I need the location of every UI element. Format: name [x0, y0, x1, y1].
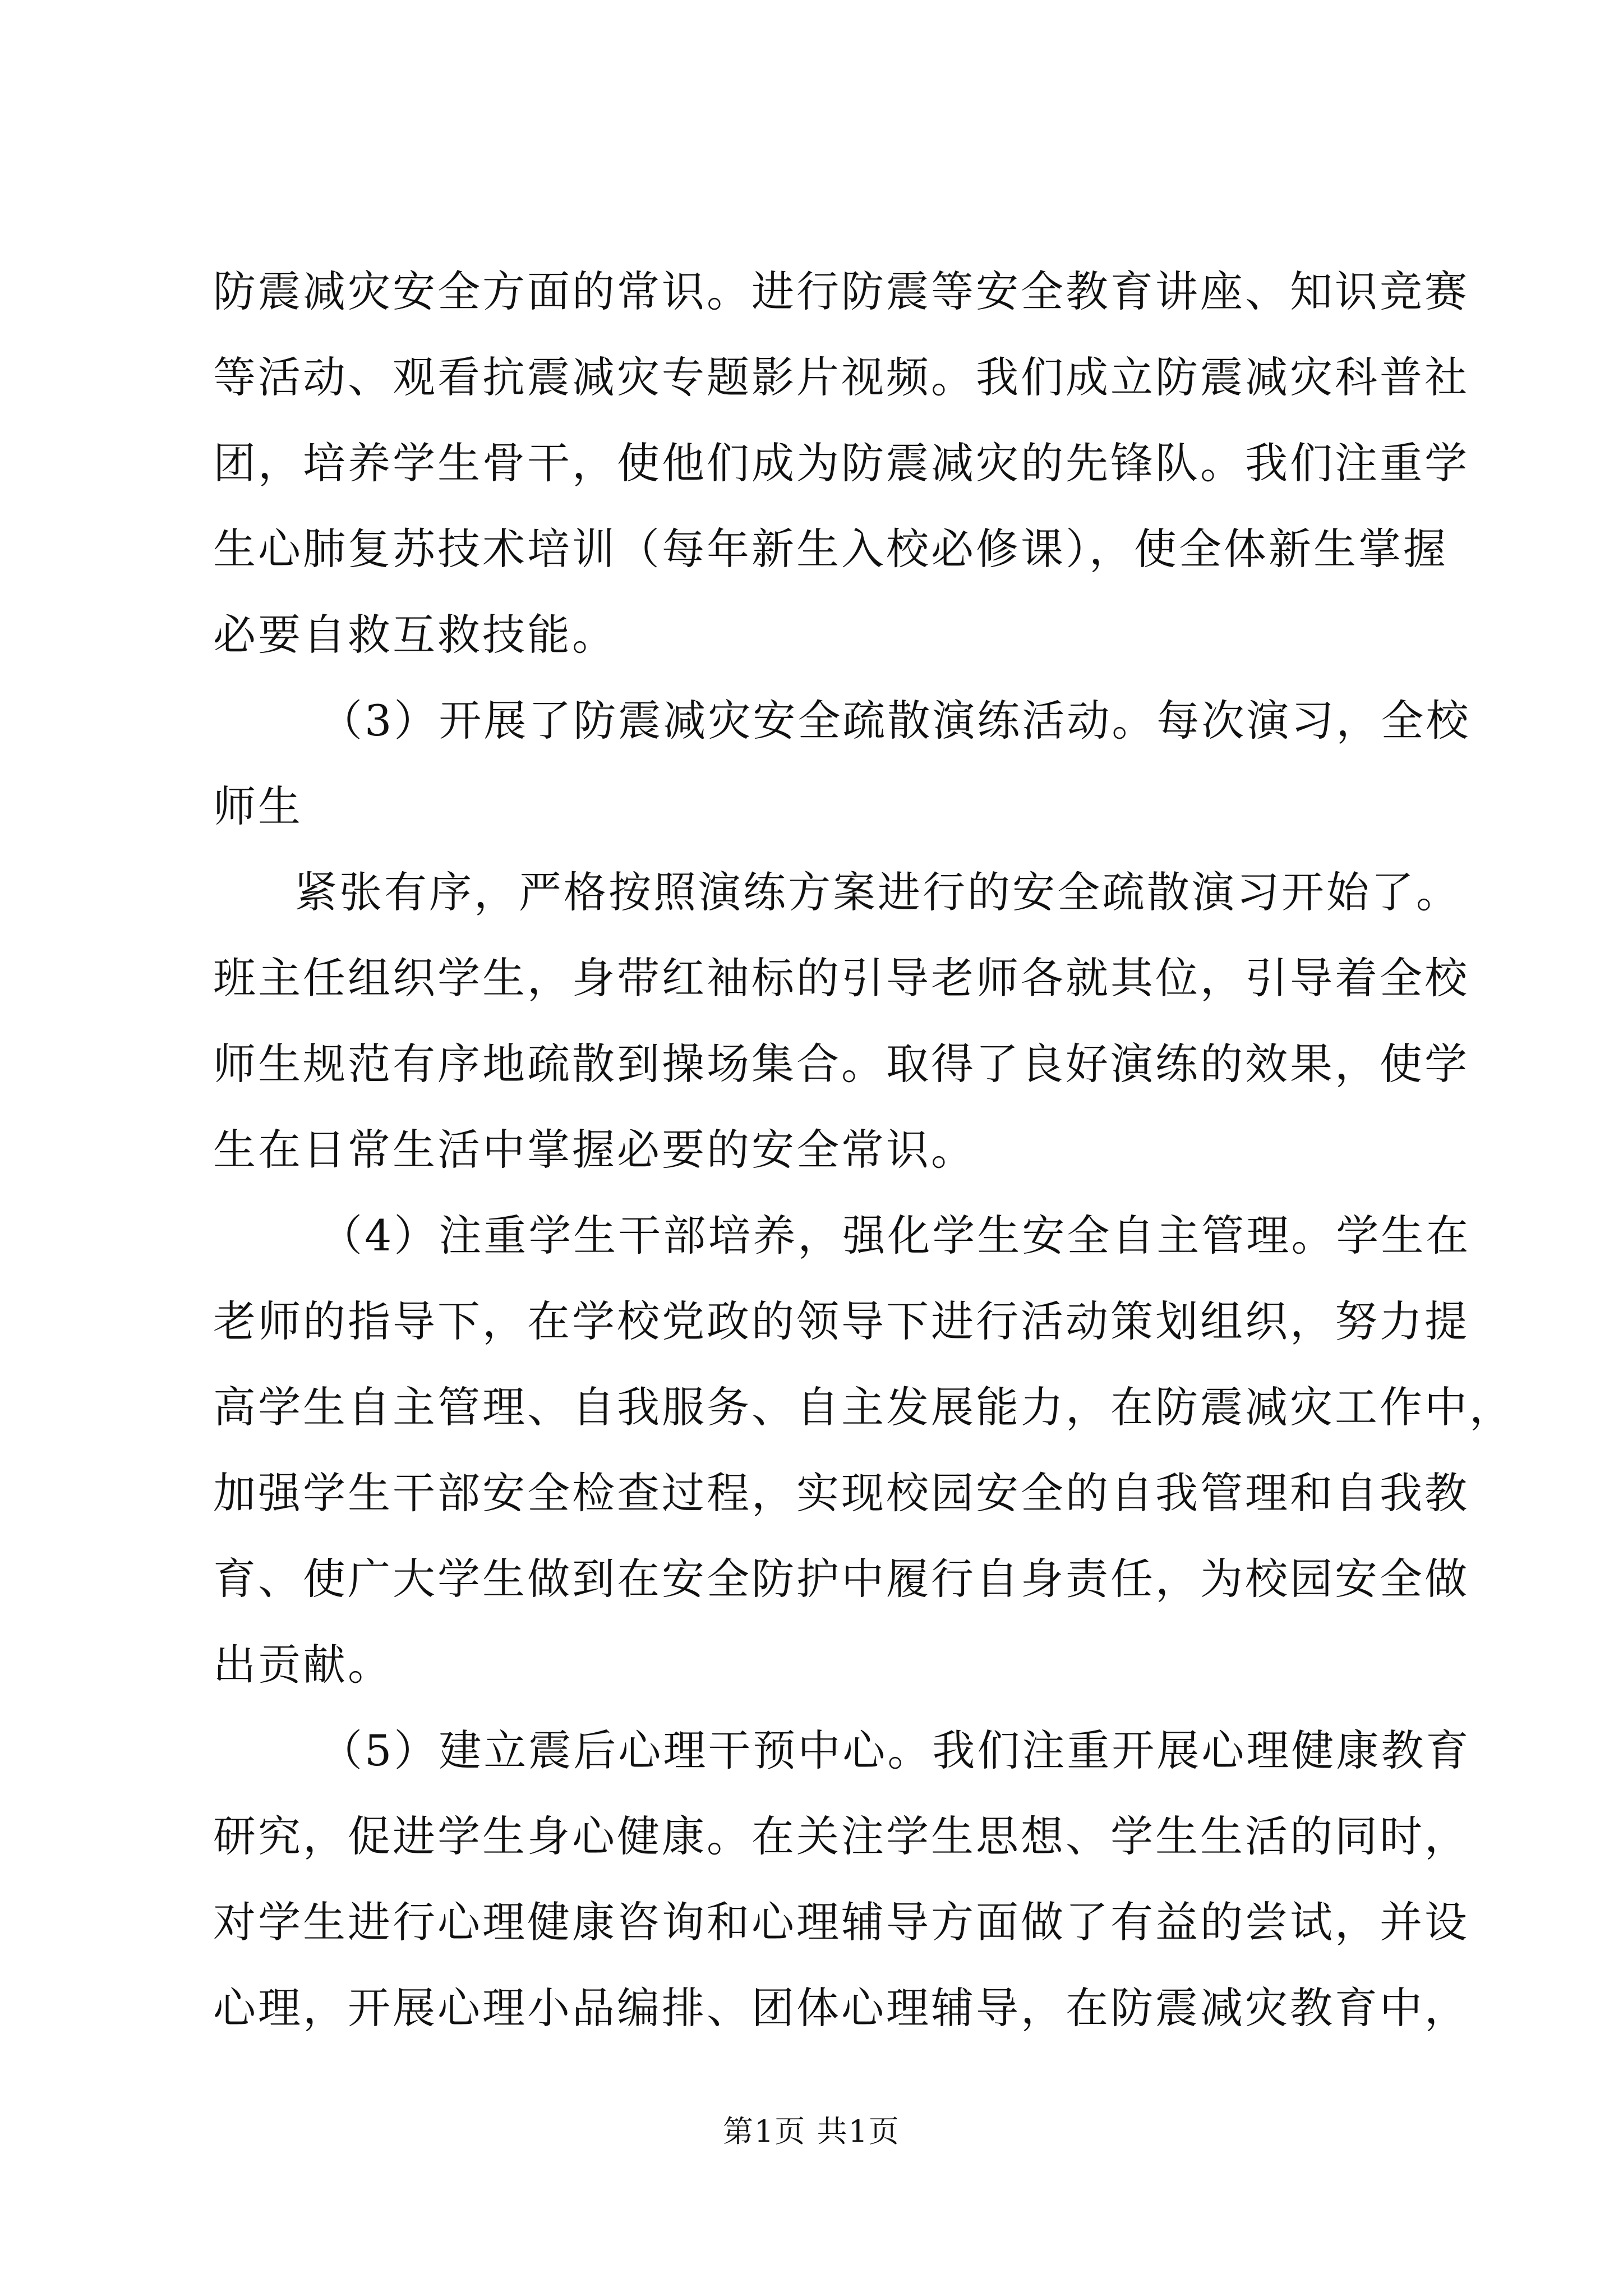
page-number-footer: 第1页 共1页: [723, 2114, 900, 2149]
text-line: 加强学生干部安全检查过程，实现校园安全的自我管理和自我教: [213, 1468, 1469, 1518]
text-line: 对学生进行心理健康咨询和心理辅导方面做了有益的尝试，并设: [213, 1897, 1469, 1947]
text-line: 出贡献。: [213, 1640, 393, 1690]
text-line: 防震减灾安全方面的常识。进行防震等安全教育讲座、知识竞赛: [213, 266, 1469, 316]
text-line: 生在日常生活中掌握必要的安全常识。: [213, 1125, 976, 1175]
text-line: 团，培养学生骨干，使他们成为防震减灾的先锋队。我们注重学: [213, 438, 1469, 488]
text-line: 班主任组织学生，身带红袖标的引导老师各就其位，引导着全校: [213, 953, 1469, 1003]
text-line: 育、使广大学生做到在安全防护中履行自身责任，为校园安全做: [213, 1554, 1469, 1604]
text-line: 紧张有序，严格按照演练方案进行的安全疏散演习开始了。: [294, 867, 1461, 917]
paragraph-5-start: （5）建立震后心理干预中心。我们注重开展心理健康教育: [320, 1726, 1471, 1775]
text-line: 等活动、观看抗震减灾专题影片视频。我们成立防震减灾科普社: [213, 352, 1469, 402]
paragraph-3-start: （3）开展了防震减灾安全疏散演练活动。每次演习，全校: [320, 696, 1471, 746]
text-line: 必要自救互救技能。: [213, 610, 617, 660]
text-line: 研究，促进学生身心健康。在关注学生思想、学生生活的同时，: [213, 1811, 1469, 1861]
text-line: 心理，开展心理小品编排、团体心理辅导，在防震减灾教育中，: [213, 1983, 1469, 2033]
text-line: 师生规范有序地疏散到操场集合。取得了良好演练的效果，使学: [213, 1039, 1469, 1089]
paragraph-4-start: （4）注重学生干部培养，强化学生安全自主管理。学生在: [320, 1211, 1471, 1260]
text-line: 高学生自主管理、自我服务、自主发展能力，在防震减灾工作中，: [213, 1382, 1514, 1432]
text-line: 生心肺复苏技术培训（每年新生入校必修课），使全体新生掌握: [213, 524, 1448, 574]
text-line: 师生: [213, 781, 303, 831]
text-line: 老师的指导下，在学校党政的领导下进行活动策划组织，努力提: [213, 1296, 1469, 1346]
